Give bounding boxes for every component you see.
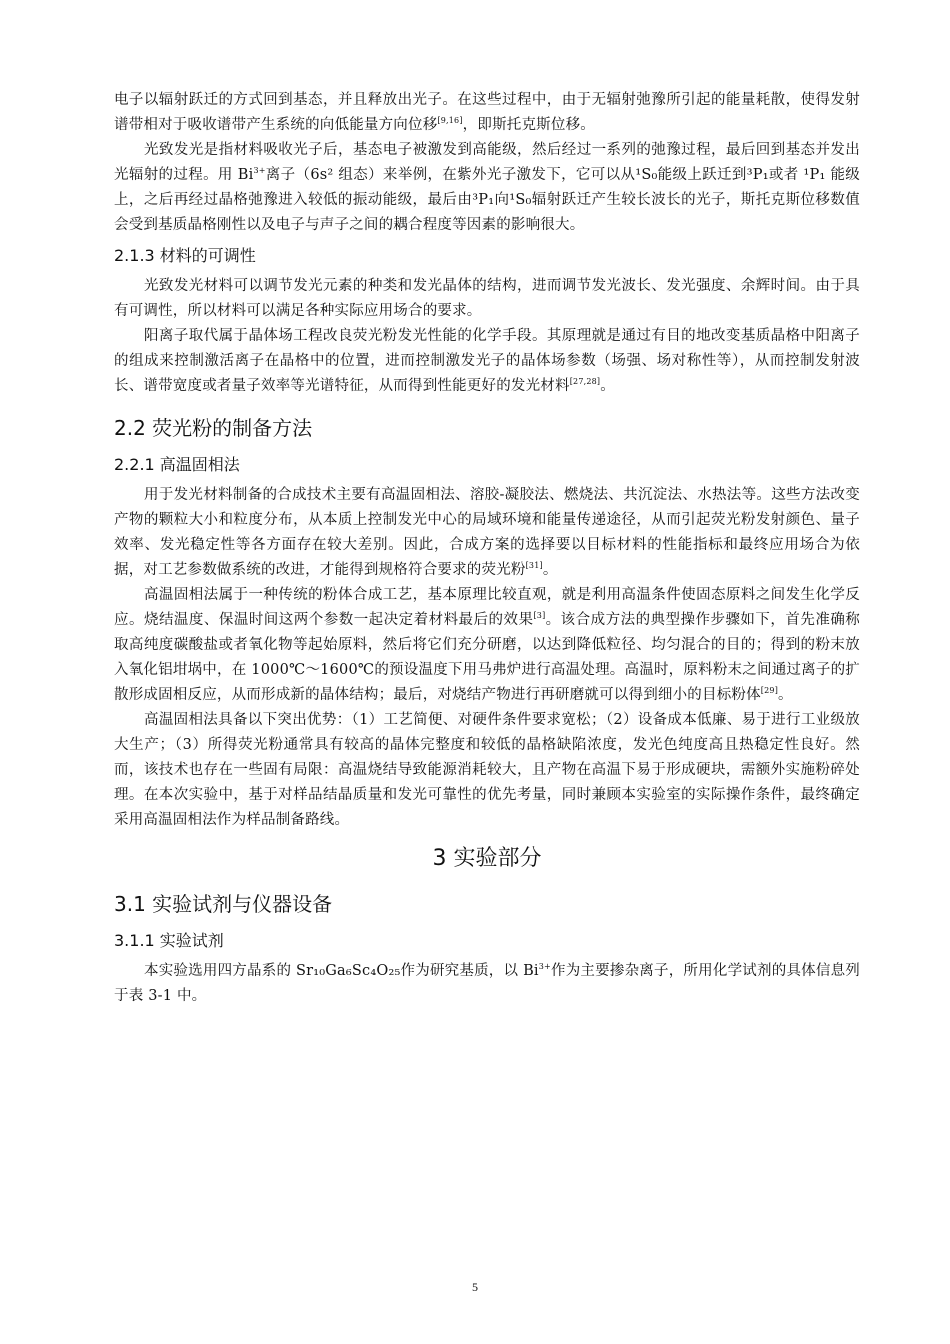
heading-2-2: 2.2 荧光粉的制备方法 [114, 416, 313, 440]
paragraph-solid-state-process: 高温固相法属于一种传统的粉体合成工艺，基本原理比较直观，就是利用高温条件使固态原料之间发生化学反应。烧结温度、保温时间这两个参数一起决定着材料最后的效果[3]。该合成方法的典型操作步骤如下，首先准确称取高纯度碳酸盐或者氧化物等起始原料，然后将它们充分研磨，以达到降低粒径、均匀混合的目的；得到的粉末放入氧化铝坩埚中，在 1000℃～1600℃的预设温度下用马弗炉进行高温处理。高温时，原料粉末之间通过离子的扩散形成固相反应，从而形成新的晶体结构；最后，对烧结产物进行再研磨就可以得到细小的目标粉体[29]。 [114, 587, 860, 703]
heading-chapter-3: 3 实验部分 [432, 846, 542, 871]
heading-3-1-1: 3.1.1 实验试剂 [114, 931, 224, 950]
paragraph-photoluminescence: 光致发光是指材料吸收光子后，基态电子被激发到高能级，然后经过一系列的弛豫过程，最后回到基态并发出光辐射的过程。用 $Bi^{3+}$离子（6s² 组态）来举例，在紫外光子激发下，它可以从¹S₀能级上跃迁到³P₁或者 ¹P₁ 能级上，之后再经过晶格弛豫进入较低的振动能级，最后由³P₁向¹S₀辐射跃迁产生较长波长的光子，斯托克斯位移数值会受到基质晶格刚性以及电子与声子之间的耦合程度等因素的影响很大。 [114, 142, 860, 233]
heading-2-2-1: 2.2.1 高温固相法 [114, 455, 240, 474]
document-body [114, 88, 860, 1009]
paragraph-cation-substitution: 阳离子取代属于晶体场工程改良荧光粉发光性能的化学手段。其原理就是通过有目的地改变基质晶格中阳离子的组成来控制激活离子在晶格中的位置，进而控制激发光子的晶体场参数（场强、场对称性等），从而控制发射波长、谱带宽度或者量子效率等光谱特征，从而得到性能更好的发光材料[27,28]。 [114, 328, 860, 394]
citation: [3] [533, 611, 546, 621]
paragraph-reagents: 本实验选用四方晶系的 Sr₁₀Ga₆Sc₄O₂₅作为研究基质，以 $Bi^{3+}$作为主要掺杂离子，所用化学试剂的具体信息列于表 3-1 中。 [114, 962, 861, 1004]
paragraph-synthesis-methods: 用于发光材料制备的合成技术主要有高温固相法、溶胶-凝胶法、燃烧法、共沉淀法、水热法等。这些方法改变产物的颗粒大小和粒度分布，从本质上控制发光中心的局域环境和能量传递途径，从而引起荧光粉发射颜色、量子效率、发光稳定性等各方面存在较大差别。因此，合成方案的选择要以目标材料的性能指标和最终应用场合为依据，对工艺参数做系统的改进，才能得到规格符合要求的荧光粉[31]。 [114, 487, 860, 578]
page-number: 5 [472, 1280, 478, 1294]
citation: [31] [525, 561, 543, 571]
paragraph-advantages: 高温固相法具备以下突出优势：（1）工艺简便、对硬件条件要求宽松；（2）设备成本低廉、易于进行工业级放大生产；（3）所得荧光粉通常具有较高的晶体完整度和较低的晶格缺陷浓度，发光色纯度高且热稳定性良好。然而，该技术也存在一些固有局限：高温烧结导致能源消耗较大，且产物在高温下易于形成硬块，需额外实施粉碎处理。在本次实验中，基于对样品结晶质量和发光可靠性的优先考量，同时兼顾本实验室的实际操作条件，最终确定采用高温固相法作为样品制备路线。 [114, 712, 860, 828]
citation: [9,16] [437, 116, 463, 126]
citation: [29] [760, 686, 779, 696]
heading-3-1: 3.1 实验试剂与仪器设备 [114, 892, 333, 916]
paragraph-tunability: 光致发光材料可以调节发光元素的种类和发光晶体的结构，进而调节发光波长、发光强度、余辉时间。由于具有可调性，所以材料可以满足各种实际应用场合的要求。 [114, 278, 860, 319]
paragraph-stokes-shift: 电子以辐射跃迁的方式回到基态，并且释放出光子。在这些过程中，由于无辐射弛豫所引起的能量耗散，使得发射谱带相对于吸收谱带产生系统的向低能量方向位移[9,16]，即斯托克斯位移。 [114, 92, 860, 133]
citation: [27,28] [569, 377, 601, 387]
heading-2-1-3: 2.1.3 材料的可调性 [114, 246, 256, 265]
